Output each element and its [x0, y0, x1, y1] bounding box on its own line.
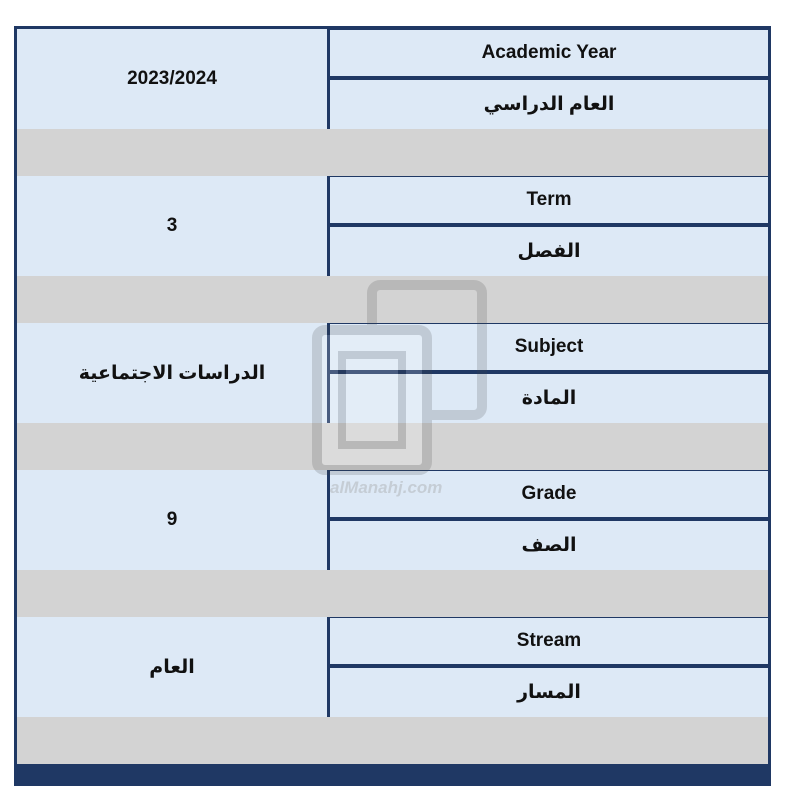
row-subject [17, 323, 768, 373]
info-table-container [14, 26, 771, 786]
academic-year-label-en: Academic Year [330, 30, 768, 79]
subject-label-ar: المادة [330, 374, 768, 423]
watermark-text: alManahj.com [330, 478, 443, 497]
term-value: 3 [17, 176, 330, 276]
subject-value: الدراسات الاجتماعية [17, 323, 330, 423]
grade-label-en: Grade [330, 471, 768, 520]
academic-year-label-ar: العام الدراسي [330, 80, 768, 129]
spacer-row [17, 423, 768, 470]
subject-label-en: Subject [330, 324, 768, 373]
spacer-row [17, 717, 768, 764]
row-academic-year [17, 29, 768, 79]
info-table [17, 29, 768, 764]
spacer-row [17, 129, 768, 176]
stream-label-ar: المسار [330, 668, 768, 717]
spacer-row [17, 570, 768, 617]
term-label-en: Term [330, 177, 768, 226]
stream-label-en: Stream [330, 618, 768, 667]
row-term [17, 176, 768, 226]
row-stream [17, 617, 768, 667]
spacer-row [17, 276, 768, 323]
grade-label-ar: الصف [330, 521, 768, 570]
stream-value: العام [17, 617, 330, 717]
term-label-ar: الفصل [330, 227, 768, 276]
grade-value: 9 [17, 470, 330, 570]
academic-year-value: 2023/2024 [17, 29, 330, 129]
